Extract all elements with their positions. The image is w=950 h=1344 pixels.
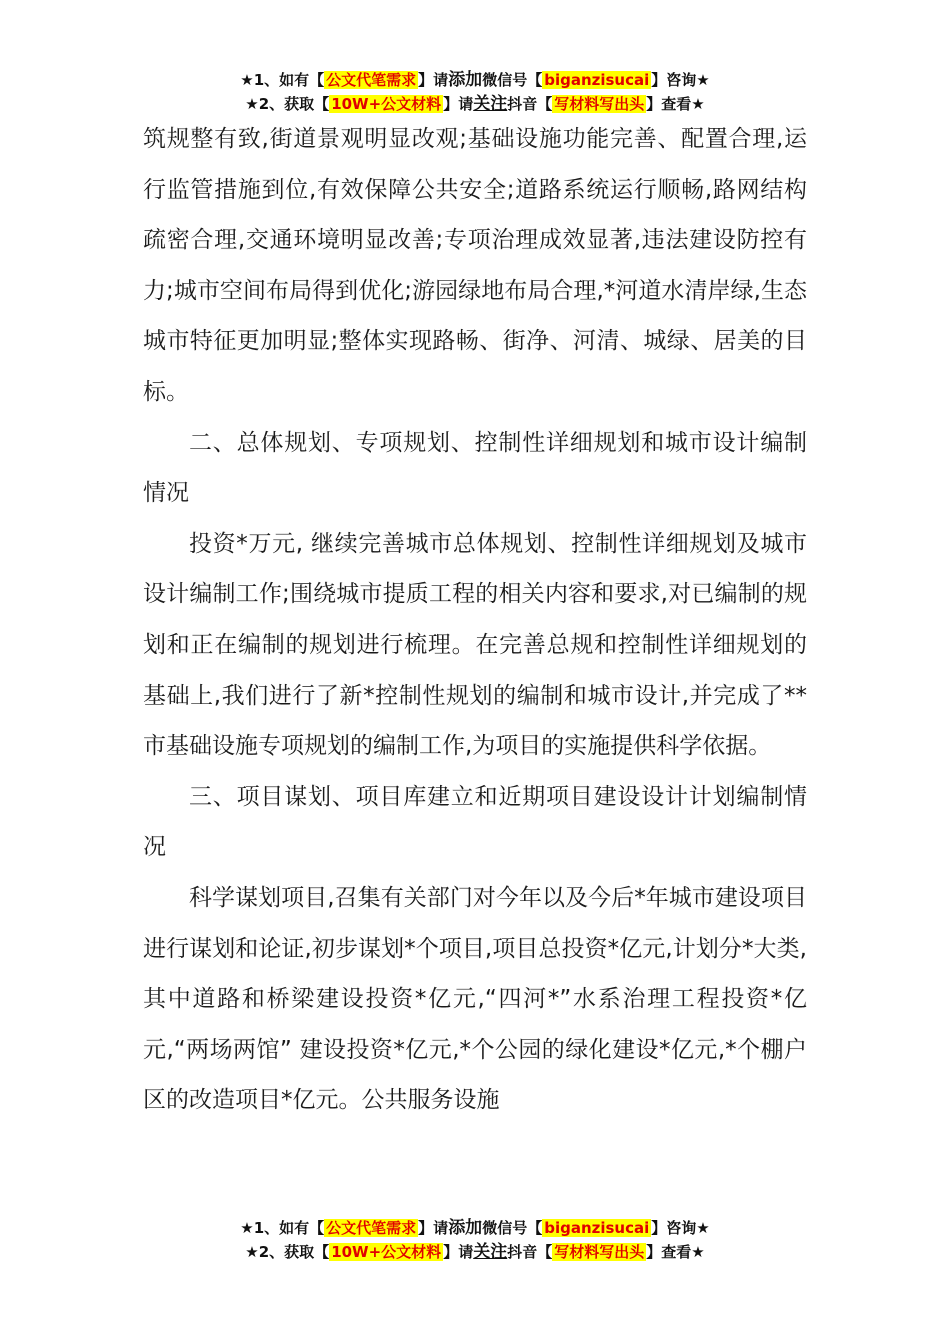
- paragraph-planning: 投资*万元, 继续完善城市总体规划、控制性详细规划及城市设计编制工作;围绕城市提质工程的相关内容和要求,对已编制的规划和正在编制的规划进行梳理。在完善总规和控制性详细规划的基础上,我们进行了新*控制性规划的编制和城市设计,并完成了**市基础设施专项规划的编制工作,为项目的实施提供科学依据。: [143, 530, 807, 760]
- document-body: [143, 114, 807, 1126]
- star-icon: ★: [240, 71, 254, 89]
- bottom-banner: [0, 1216, 950, 1264]
- highlight-wechat-id: biganzisucai: [544, 1219, 650, 1237]
- section-heading-2: 二、总体规划、专项规划、控制性详细规划和城市设计编制情况: [143, 429, 807, 507]
- highlight-ghostwriting: 公文代笔需求: [326, 71, 417, 89]
- banner-line-1: ★1、如有【 公文代笔需求 】请添加微信号【 biganzisucai 】咨询★: [240, 1218, 710, 1238]
- star-icon: ★: [245, 95, 259, 113]
- highlight-wechat-id: biganzisucai: [544, 71, 650, 89]
- top-banner: [0, 68, 950, 116]
- highlight-ghostwriting: 公文代笔需求: [326, 1219, 417, 1237]
- banner-line-2: ★2、获取【 10W+公文材料 】请关注抖音【 写材料写出头 】查看★: [245, 94, 705, 114]
- banner-line-2: ★2、获取【 10W+公文材料 】请关注抖音【 写材料写出头 】查看★: [245, 1242, 705, 1262]
- highlight-douyin: 写材料写出头: [554, 1243, 645, 1261]
- paragraph-projects: 科学谋划项目,召集有关部门对今年以及今后*年城市建设项目进行谋划和论证,初步谋划*个项目,项目总投资*亿元,计划分*大类,其中道路和桥梁建设投资*亿元,“四河*”水系治理工程投资*亿元,“两场两馆” 建设投资*亿元,*个公园的绿化建设*亿元,*个棚户区的改造项目*亿元。公共服务设施: [143, 884, 807, 1114]
- section-heading-3: 三、项目谋划、项目库建立和近期项目建设设计计划编制情况: [143, 783, 807, 861]
- banner-line-1: ★1、如有【 公文代笔需求 】请添加微信号【 biganzisucai 】咨询★: [240, 70, 710, 90]
- highlight-materials: 10W+公文材料: [331, 1243, 442, 1261]
- star-icon: ★: [240, 1219, 254, 1237]
- star-icon: ★: [245, 1243, 259, 1261]
- highlight-douyin: 写材料写出头: [554, 95, 645, 113]
- highlight-materials: 10W+公文材料: [331, 95, 442, 113]
- paragraph-continued: 筑规整有致,街道景观明显改观;基础设施功能完善、配置合理,运行监管措施到位,有效保障公共安全;道路系统运行顺畅,路网结构疏密合理,交通环境明显改善;专项治理成效显著,违法建设防控有力;城市空间布局得到优化;游园绿地布局合理,*河道水清岸绿,生态城市特征更加明显;整体实现路畅、街净、河清、城绿、居美的目标。: [143, 126, 807, 405]
